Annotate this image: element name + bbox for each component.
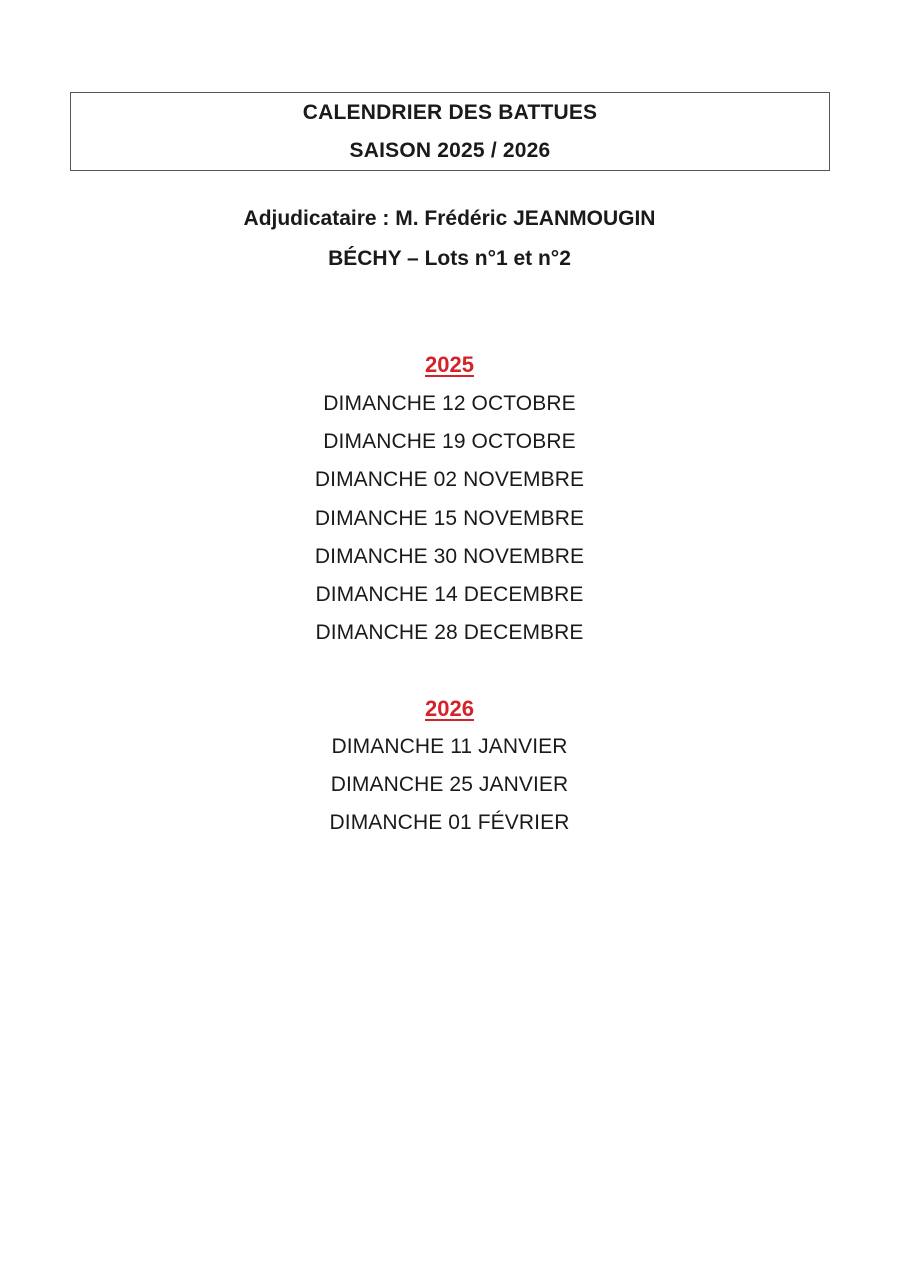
adjudicataire-line: Adjudicataire : M. Frédéric JEANMOUGIN	[243, 207, 656, 230]
date-item: DIMANCHE 15 NOVEMBRE	[314, 506, 585, 530]
date-list-2026	[0, 735, 899, 850]
date-item: DIMANCHE 11 JANVIER	[331, 735, 568, 758]
year-heading-2026: 2026	[425, 696, 474, 721]
date-item: DIMANCHE 02 NOVEMBRE	[314, 468, 585, 492]
date-item: DIMANCHE 19 OCTOBRE	[323, 430, 576, 454]
document-title: CALENDRIER DES BATTUES	[302, 101, 598, 124]
date-item: DIMANCHE 14 DECEMBRE	[315, 582, 584, 606]
date-item: DIMANCHE 25 JANVIER	[330, 773, 569, 797]
year-heading-2025: 2025	[425, 352, 474, 377]
lots-line: BÉCHY – Lots n°1 et n°2	[328, 247, 571, 270]
date-item: DIMANCHE 12 OCTOBRE	[323, 392, 576, 415]
date-item: DIMANCHE 01 FÉVRIER	[329, 811, 570, 835]
date-item: DIMANCHE 30 NOVEMBRE	[314, 544, 585, 568]
date-list-2025	[0, 392, 899, 659]
season-title: SAISON 2025 / 2026	[349, 139, 551, 162]
title-box	[70, 92, 830, 171]
date-item: DIMANCHE 28 DECEMBRE	[315, 621, 584, 645]
